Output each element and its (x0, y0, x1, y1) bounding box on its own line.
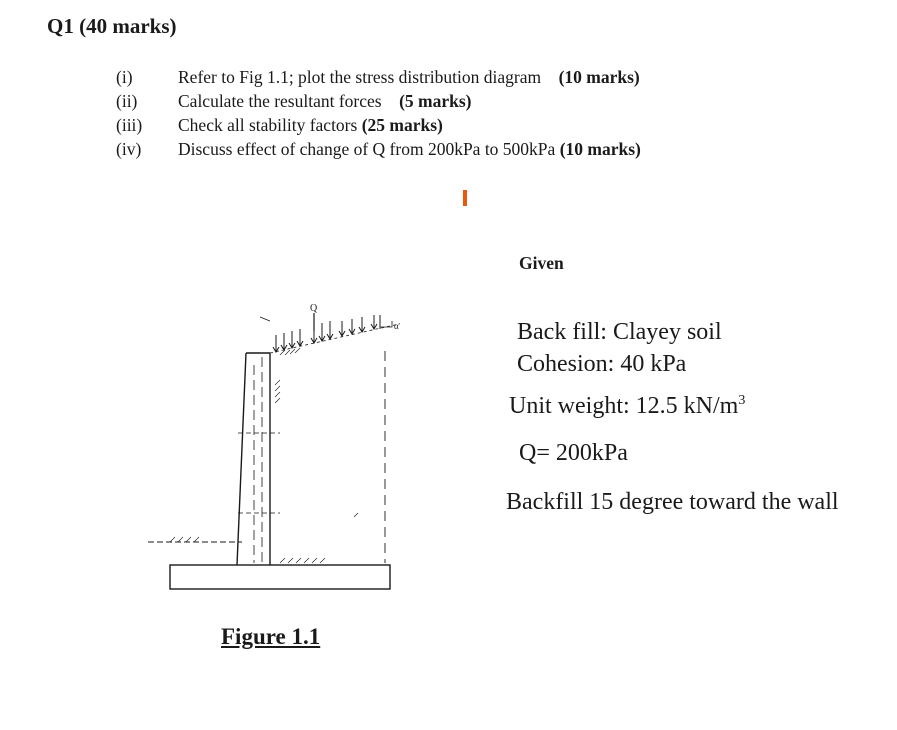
given-unit-weight (509, 393, 745, 420)
load-label: Q (310, 303, 318, 314)
part-number: (ii) (116, 91, 138, 111)
part-text (178, 139, 641, 160)
given-heading: Given (519, 253, 564, 273)
part-marks: (10 marks) (558, 67, 640, 87)
unit-weight-exponent: 3 (738, 393, 746, 408)
stem-front-face (237, 353, 246, 565)
figure-caption: Figure 1.1 (221, 624, 321, 649)
part-number: (iv) (116, 139, 142, 159)
retaining-wall-figure (130, 295, 400, 600)
part-text (178, 115, 443, 136)
part-number: (iii) (116, 115, 143, 135)
surcharge-load-arrows (273, 315, 380, 352)
question-title: Q1 (40 marks) (47, 14, 177, 38)
part-marks: (5 marks) (399, 91, 472, 111)
part-description: Discuss effect of change of Q from 200kPa to 500kPa (178, 139, 556, 159)
part-number: (i) (116, 67, 133, 87)
part-text (178, 67, 640, 88)
base-slab (170, 565, 390, 589)
surface-mark (260, 317, 270, 321)
given-backfill: Back fill: Clayey soil (517, 319, 722, 345)
part-marks: (25 marks) (361, 115, 443, 135)
unit-weight-text: Unit weight: 12.5 kN/m (509, 393, 739, 419)
part-description: Calculate the resultant forces (178, 91, 382, 111)
part-description: Check all stability factors (178, 115, 358, 135)
given-slope: Backfill 15 degree toward the wall (506, 489, 839, 515)
part-text (178, 91, 472, 112)
given-q: Q= 200kPa (519, 440, 628, 466)
part-description: Refer to Fig 1.1; plot the stress distribution diagram (178, 67, 542, 87)
slope-angle-mark (380, 321, 392, 327)
soil-hatching (170, 348, 358, 563)
text-cursor (463, 190, 467, 206)
alpha-label: α (394, 321, 399, 331)
part-marks: (10 marks) (559, 139, 641, 159)
given-cohesion: Cohesion: 40 kPa (517, 351, 687, 377)
